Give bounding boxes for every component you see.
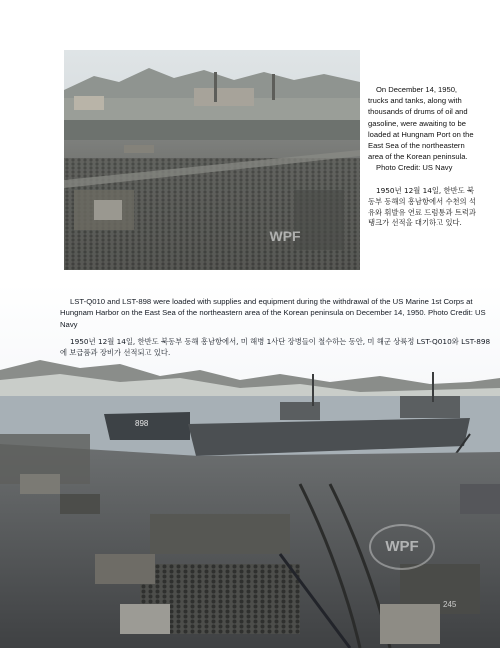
top-caption-korean [368, 186, 480, 229]
page-number: 245 [443, 600, 457, 609]
hungnam-port-drums-image [64, 50, 360, 270]
watermark-top [255, 216, 315, 256]
watermark-bottom-text: WPF [385, 538, 419, 555]
watermark-top-text: WPF [269, 228, 301, 244]
photo-credit: Photo Credit: US Navy [376, 163, 453, 173]
bottom-caption-english-text: LST-Q010 and LST-898 were loaded with supplies and equipment during the withdrawal of the US Marine 1st Corps at Hungnam Harbor on the East Sea of the northeastern area of the Korean peninsula on December 14, 1950. Photo Credit: US Navy [60, 297, 486, 329]
bottom-caption-english [60, 296, 492, 330]
bottom-caption-korean-text: 1950년 12월 14일, 한반도 북동부 동해 흥남항에서, 미 해병 1사단 장병들이 철수하는 동안, 미 해군 상륙정 LST-Q010와 LST-898에 보급품과 장비가 선적되고 있다. [60, 337, 491, 357]
top-caption-english [368, 84, 478, 174]
watermark-ring [369, 524, 435, 570]
watermark-bottom [369, 524, 435, 570]
top-caption-english-text: On December 14, 1950, trucks and tanks, along with thousands of drums of oil and gasoline, were awaiting to be loaded at Hungnam Port on the East Sea of the northeastern area of the Korean peninsula. [368, 85, 474, 162]
ship-hull-number: 898 [135, 419, 149, 428]
bottom-caption-korean [60, 336, 492, 358]
top-photograph [64, 50, 360, 270]
top-caption-korean-text: 1950년 12월 14일, 한반도 북동부 동해의 흥남항에서 수천의 석유와 휘발유 연료 드럼통과 트럭과 탱크가 선적을 대기하고 있다. [368, 186, 476, 228]
